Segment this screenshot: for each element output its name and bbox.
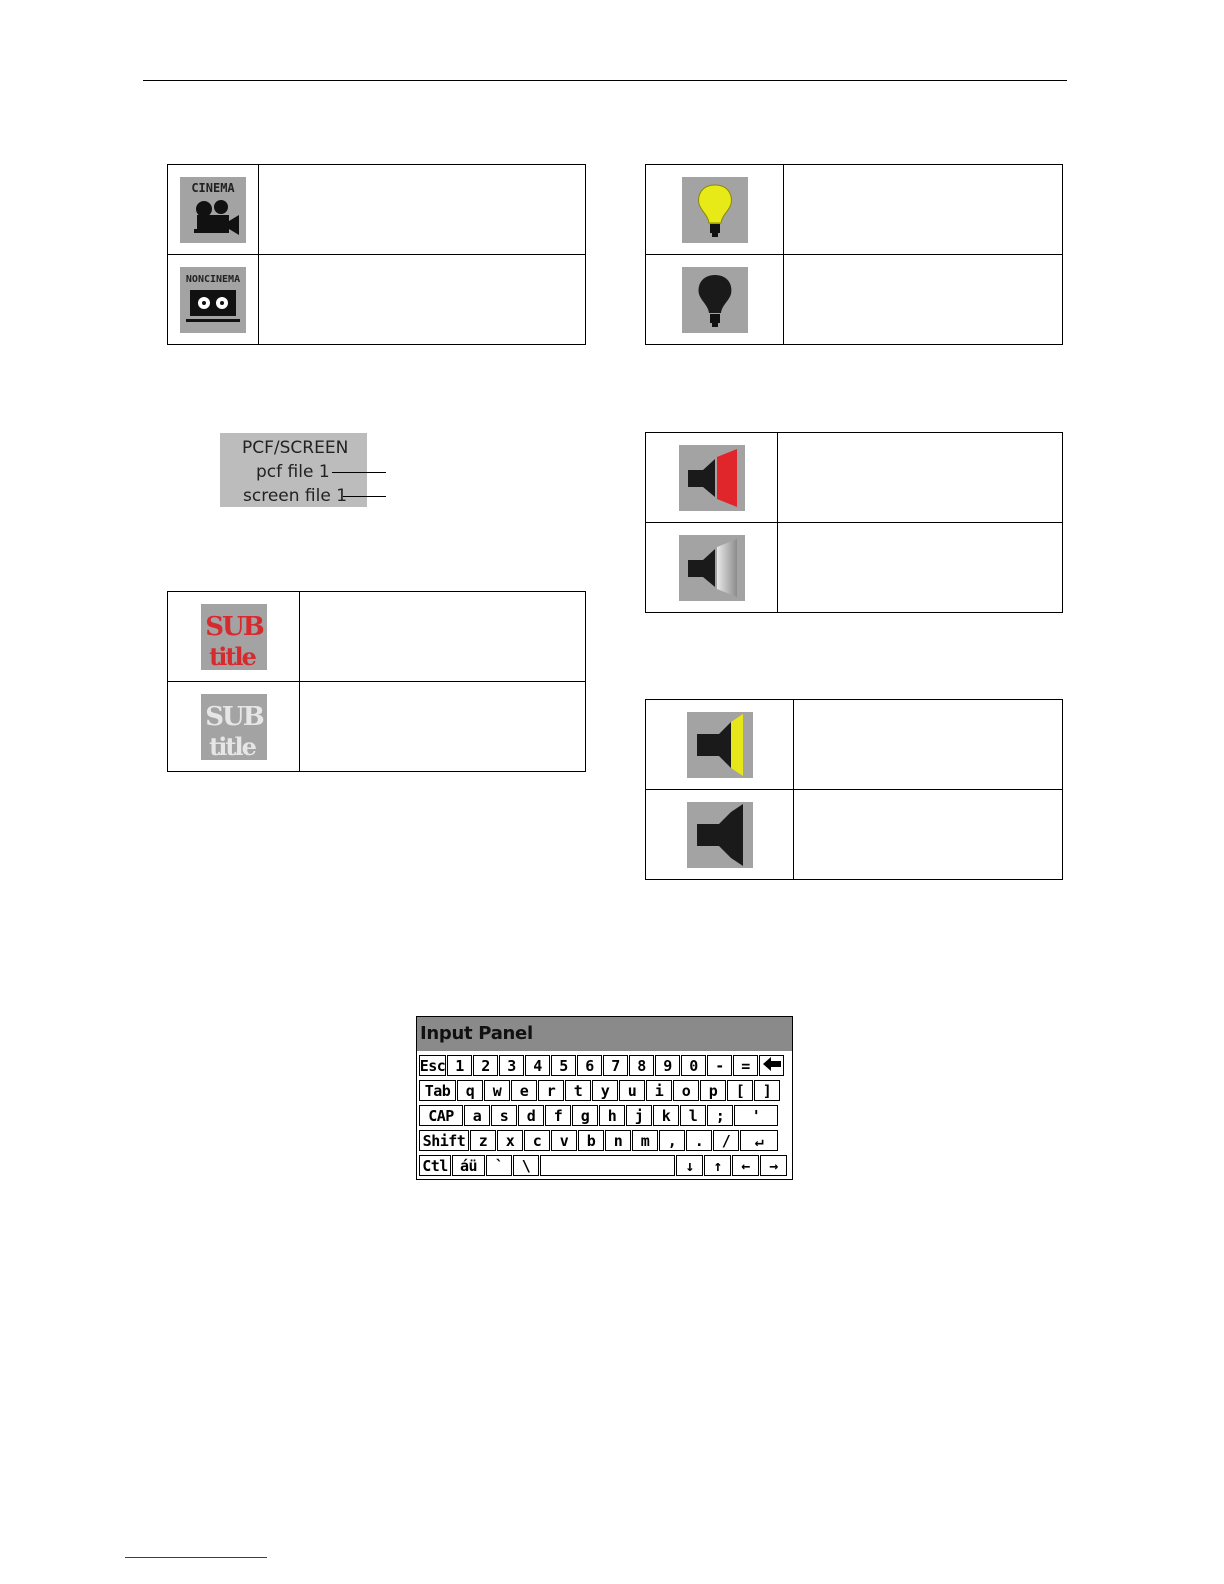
pcf-file-label: pcf file 1	[256, 462, 330, 482]
key-d[interactable]: d	[518, 1105, 544, 1126]
key-comma[interactable]: ,	[659, 1130, 685, 1151]
svg-text:SUB: SUB	[204, 611, 263, 642]
key-8[interactable]: 8	[629, 1055, 654, 1076]
table-row	[646, 790, 1063, 880]
table-row	[646, 433, 1063, 523]
key-q[interactable]: q	[457, 1080, 483, 1101]
key-9[interactable]: 9	[655, 1055, 680, 1076]
table-row	[168, 255, 586, 345]
key-bracket-right[interactable]: ]	[754, 1080, 780, 1101]
keyboard-row-bottom	[419, 1155, 788, 1177]
lamp-table	[645, 164, 1063, 345]
key-o[interactable]: o	[673, 1080, 699, 1101]
key-g[interactable]: g	[572, 1105, 598, 1126]
key-u[interactable]: u	[619, 1080, 645, 1101]
description-cell	[784, 165, 1063, 255]
svg-text:title: title	[208, 641, 255, 670]
subtitle-on-icon	[201, 604, 267, 670]
key-x[interactable]: x	[497, 1130, 523, 1151]
description-cell	[259, 255, 586, 345]
pcf-leader-line	[332, 472, 386, 473]
key-n[interactable]: n	[605, 1130, 631, 1151]
key-6[interactable]: 6	[577, 1055, 602, 1076]
description-cell	[778, 523, 1063, 613]
backspace-arrow-icon	[763, 1057, 781, 1075]
icon-cell	[168, 682, 300, 772]
key-caps[interactable]: CAP	[419, 1105, 463, 1126]
description-cell	[259, 165, 586, 255]
key-quote[interactable]: '	[734, 1105, 778, 1126]
icon-cell	[168, 592, 300, 682]
cinema-icon	[180, 177, 246, 243]
svg-text:NONCINEMA: NONCINEMA	[185, 273, 241, 285]
mute-table	[645, 432, 1063, 613]
key-0[interactable]: 0	[681, 1055, 706, 1076]
speaker-red-icon	[679, 445, 745, 511]
icon-cell	[646, 433, 778, 523]
key-semicolon[interactable]: ;	[707, 1105, 733, 1126]
arrow-up-key[interactable]: ↑	[704, 1155, 731, 1176]
key-7[interactable]: 7	[603, 1055, 628, 1076]
key-period[interactable]: .	[686, 1130, 712, 1151]
pcf-screen-title: PCF/SCREEN	[242, 438, 349, 458]
noncinema-icon	[180, 267, 246, 333]
arrow-left-key[interactable]: ←	[732, 1155, 759, 1176]
key-i[interactable]: i	[646, 1080, 672, 1101]
footer-link-rule	[125, 1557, 267, 1558]
key-t[interactable]: t	[565, 1080, 591, 1101]
key-s[interactable]: s	[491, 1105, 517, 1126]
key-k[interactable]: k	[653, 1105, 679, 1126]
key-tab[interactable]: Tab	[419, 1080, 456, 1101]
lamp-off-icon	[682, 267, 748, 333]
table-row	[646, 255, 1063, 345]
description-cell	[300, 682, 586, 772]
cinema-mode-table	[167, 164, 586, 345]
icon-cell	[646, 700, 794, 790]
key-shift[interactable]: Shift	[419, 1130, 469, 1151]
key-bracket-left[interactable]: [	[727, 1080, 753, 1101]
key-l[interactable]: l	[680, 1105, 706, 1126]
key-slash[interactable]: /	[713, 1130, 739, 1151]
key-j[interactable]: j	[626, 1105, 652, 1126]
key-c[interactable]: c	[524, 1130, 550, 1151]
speaker-grey-icon	[679, 535, 745, 601]
icon-cell	[168, 165, 259, 255]
enter-key[interactable]: ↵	[740, 1130, 778, 1151]
key-ctrl[interactable]: Ctl	[419, 1155, 451, 1176]
header-rule	[143, 80, 1067, 81]
key-y[interactable]: y	[592, 1080, 618, 1101]
icon-cell	[646, 790, 794, 880]
keyboard-row-home	[419, 1105, 779, 1127]
key-equals[interactable]: =	[733, 1055, 758, 1076]
arrow-right-key[interactable]: →	[760, 1155, 787, 1176]
description-cell	[784, 255, 1063, 345]
audio-table	[645, 699, 1063, 880]
key-3[interactable]: 3	[499, 1055, 524, 1076]
key-backtick[interactable]: `	[486, 1155, 512, 1176]
arrow-down-key[interactable]: ↓	[676, 1155, 703, 1176]
table-row	[646, 523, 1063, 613]
subtitle-off-icon	[201, 694, 267, 760]
speaker-yellow-icon	[687, 712, 753, 778]
key-r[interactable]: r	[538, 1080, 564, 1101]
key-esc[interactable]: Esc	[419, 1056, 446, 1075]
key-5[interactable]: 5	[551, 1055, 576, 1076]
speaker-black-icon	[687, 802, 753, 868]
key-1[interactable]: 1	[447, 1055, 472, 1076]
key-4[interactable]: 4	[525, 1055, 550, 1076]
key-2[interactable]: 2	[473, 1055, 498, 1076]
input-panel-title: Input Panel	[417, 1017, 792, 1051]
description-cell	[794, 790, 1063, 880]
description-cell	[778, 433, 1063, 523]
svg-text:CINEMA: CINEMA	[191, 180, 235, 195]
svg-text:title: title	[208, 731, 255, 760]
keyboard-row-numbers	[419, 1055, 785, 1077]
key-z[interactable]: z	[470, 1130, 496, 1151]
key-h[interactable]: h	[599, 1105, 625, 1126]
icon-cell	[646, 523, 778, 613]
screen-file-label: screen file 1	[243, 486, 348, 506]
subtitle-table	[167, 591, 586, 772]
icon-cell	[168, 255, 259, 345]
icon-cell	[646, 165, 784, 255]
description-cell	[794, 700, 1063, 790]
input-panel	[416, 1016, 793, 1180]
table-row	[646, 700, 1063, 790]
key-m[interactable]: m	[632, 1130, 658, 1151]
table-row	[646, 165, 1063, 255]
backspace-key[interactable]	[759, 1055, 784, 1076]
spacebar[interactable]	[540, 1155, 675, 1176]
key-f[interactable]: f	[545, 1105, 571, 1126]
key-e[interactable]: e	[511, 1080, 537, 1101]
key-intl[interactable]: áü	[452, 1155, 485, 1176]
table-row	[168, 592, 586, 682]
key-backslash[interactable]: \	[513, 1155, 539, 1176]
lamp-on-icon	[682, 177, 748, 243]
key-a[interactable]: a	[464, 1105, 490, 1126]
key-v[interactable]: v	[551, 1130, 577, 1151]
svg-text:SUB: SUB	[204, 701, 263, 732]
description-cell	[300, 592, 586, 682]
key-p[interactable]: p	[700, 1080, 726, 1101]
table-row	[168, 165, 586, 255]
keyboard-row-shift	[419, 1130, 779, 1152]
key-w[interactable]: w	[484, 1080, 510, 1101]
screen-leader-line	[343, 496, 386, 497]
key-minus[interactable]: -	[707, 1055, 732, 1076]
table-row	[168, 682, 586, 772]
icon-cell	[646, 255, 784, 345]
keyboard-row-qwerty	[419, 1080, 781, 1102]
key-b[interactable]: b	[578, 1130, 604, 1151]
